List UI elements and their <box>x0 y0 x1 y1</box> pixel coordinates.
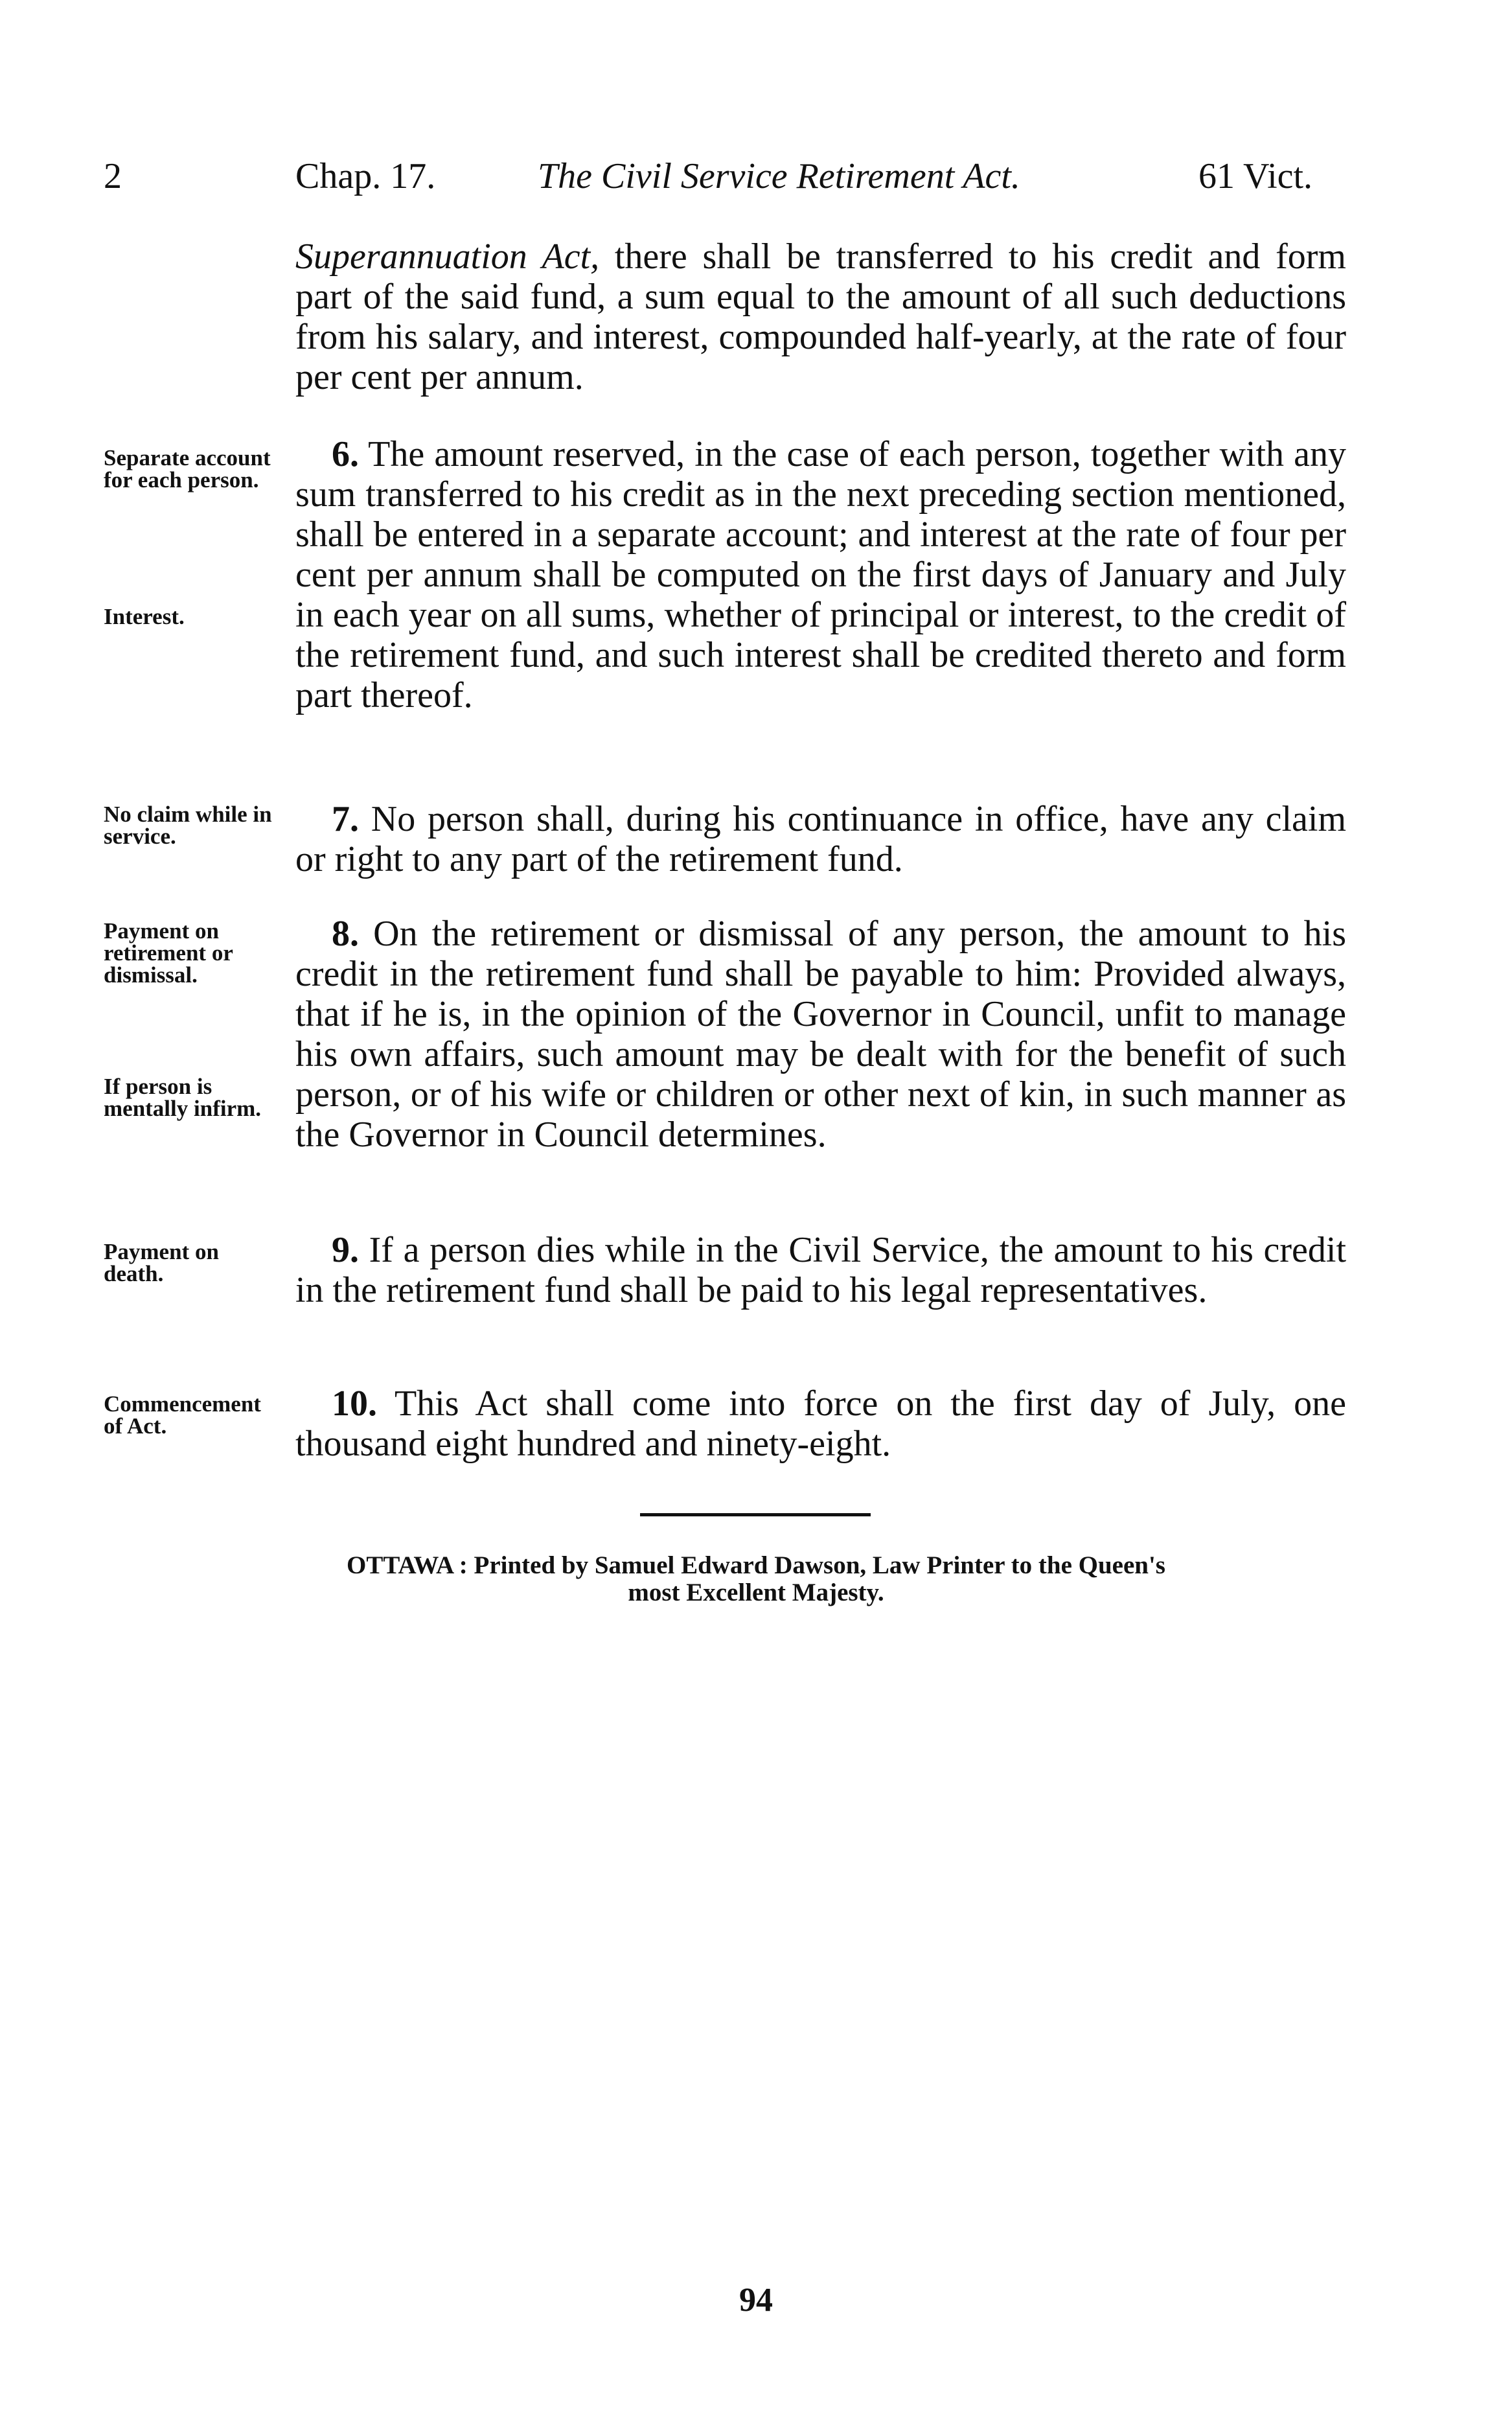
regnal-year: 61 Vict. <box>1198 156 1313 196</box>
margin-note-commencement: Commencement of Act. <box>104 1391 261 1439</box>
section-10 <box>295 1384 1346 1464</box>
section-text: On the retirement or dismissal of any person, the amount to his credit in the retirement fund shall be payable to him: Provided always, that if he is, in the opinion of the Governor in Council, unfit to manage his own affairs, such amount may be dealt with for the benefit of such person, or of his wife or children or other next of kin, in such manner as the Governor in Council determines. <box>295 914 1346 1155</box>
divider-rule <box>640 1513 871 1516</box>
section-number: 8. <box>332 914 359 954</box>
act-title: The Civil Service Retirement Act. <box>538 156 1020 196</box>
section-number: 9. <box>332 1230 359 1270</box>
section-text: This Act shall come into force on the first day of July, one thousand eight hundred and ninety-eight. <box>295 1384 1346 1464</box>
section-8 <box>295 914 1346 1155</box>
intro-italic-lead: Superannuation Act, <box>295 237 600 277</box>
section-number: 7. <box>332 799 359 839</box>
margin-note-interest: Interest. <box>104 604 185 629</box>
page-number: 2 <box>104 156 122 196</box>
margin-note-separate-account: Separate account for each person. <box>104 445 271 492</box>
margin-note-mentally-infirm: If person is mentally infirm. <box>104 1074 262 1121</box>
intro-text: there shall be transferred to his credit and form part of the said fund, a sum equal to the amount of all such deductions from his salary, and interest, compounded half-yearly, at the rate of four per cent per annum. <box>295 237 1346 397</box>
section-text: The amount reserved, in the case of each person, together with any sum transferred to his credit as in the next preceding section mentioned, shall be entered in a separate account; and interest at the rate of four per cent per annum shall be computed on the first days of January and July in each year on all sums, whether of principal or interest, to the credit of the retirement fund, and such interest shall be credited thereto and form part thereof. <box>295 434 1346 715</box>
section-9 <box>295 1230 1346 1310</box>
section-text: If a person dies while in the Civil Service, the amount to his credit in the retirement fund shall be paid to his legal representatives. <box>295 1230 1346 1310</box>
imprint-line-2: most Excellent Majesty. <box>628 1579 884 1606</box>
margin-note-payment-death: Payment on death. <box>104 1239 219 1286</box>
chapter-label: Chap. 17. <box>295 156 436 196</box>
section-text: No person shall, during his continuance in office, have any claim or right to any part of the retirement fund. <box>295 799 1346 879</box>
section-number: 6. <box>332 434 359 474</box>
intro-paragraph <box>295 237 1346 397</box>
printer-imprint <box>246 1552 1266 1606</box>
section-7 <box>295 799 1346 879</box>
section-number: 10. <box>332 1384 377 1424</box>
folio-number: 94 <box>739 2282 773 2319</box>
imprint-line-1: OTTAWA : Printed by Samuel Edward Dawson, Law Printer to the Queen's <box>347 1551 1165 1579</box>
section-6 <box>295 434 1346 715</box>
margin-note-payment-retirement: Payment on retirement or dismissal. <box>104 918 233 988</box>
running-header <box>0 156 1512 207</box>
margin-note-no-claim: No claim while in service. <box>104 802 272 849</box>
